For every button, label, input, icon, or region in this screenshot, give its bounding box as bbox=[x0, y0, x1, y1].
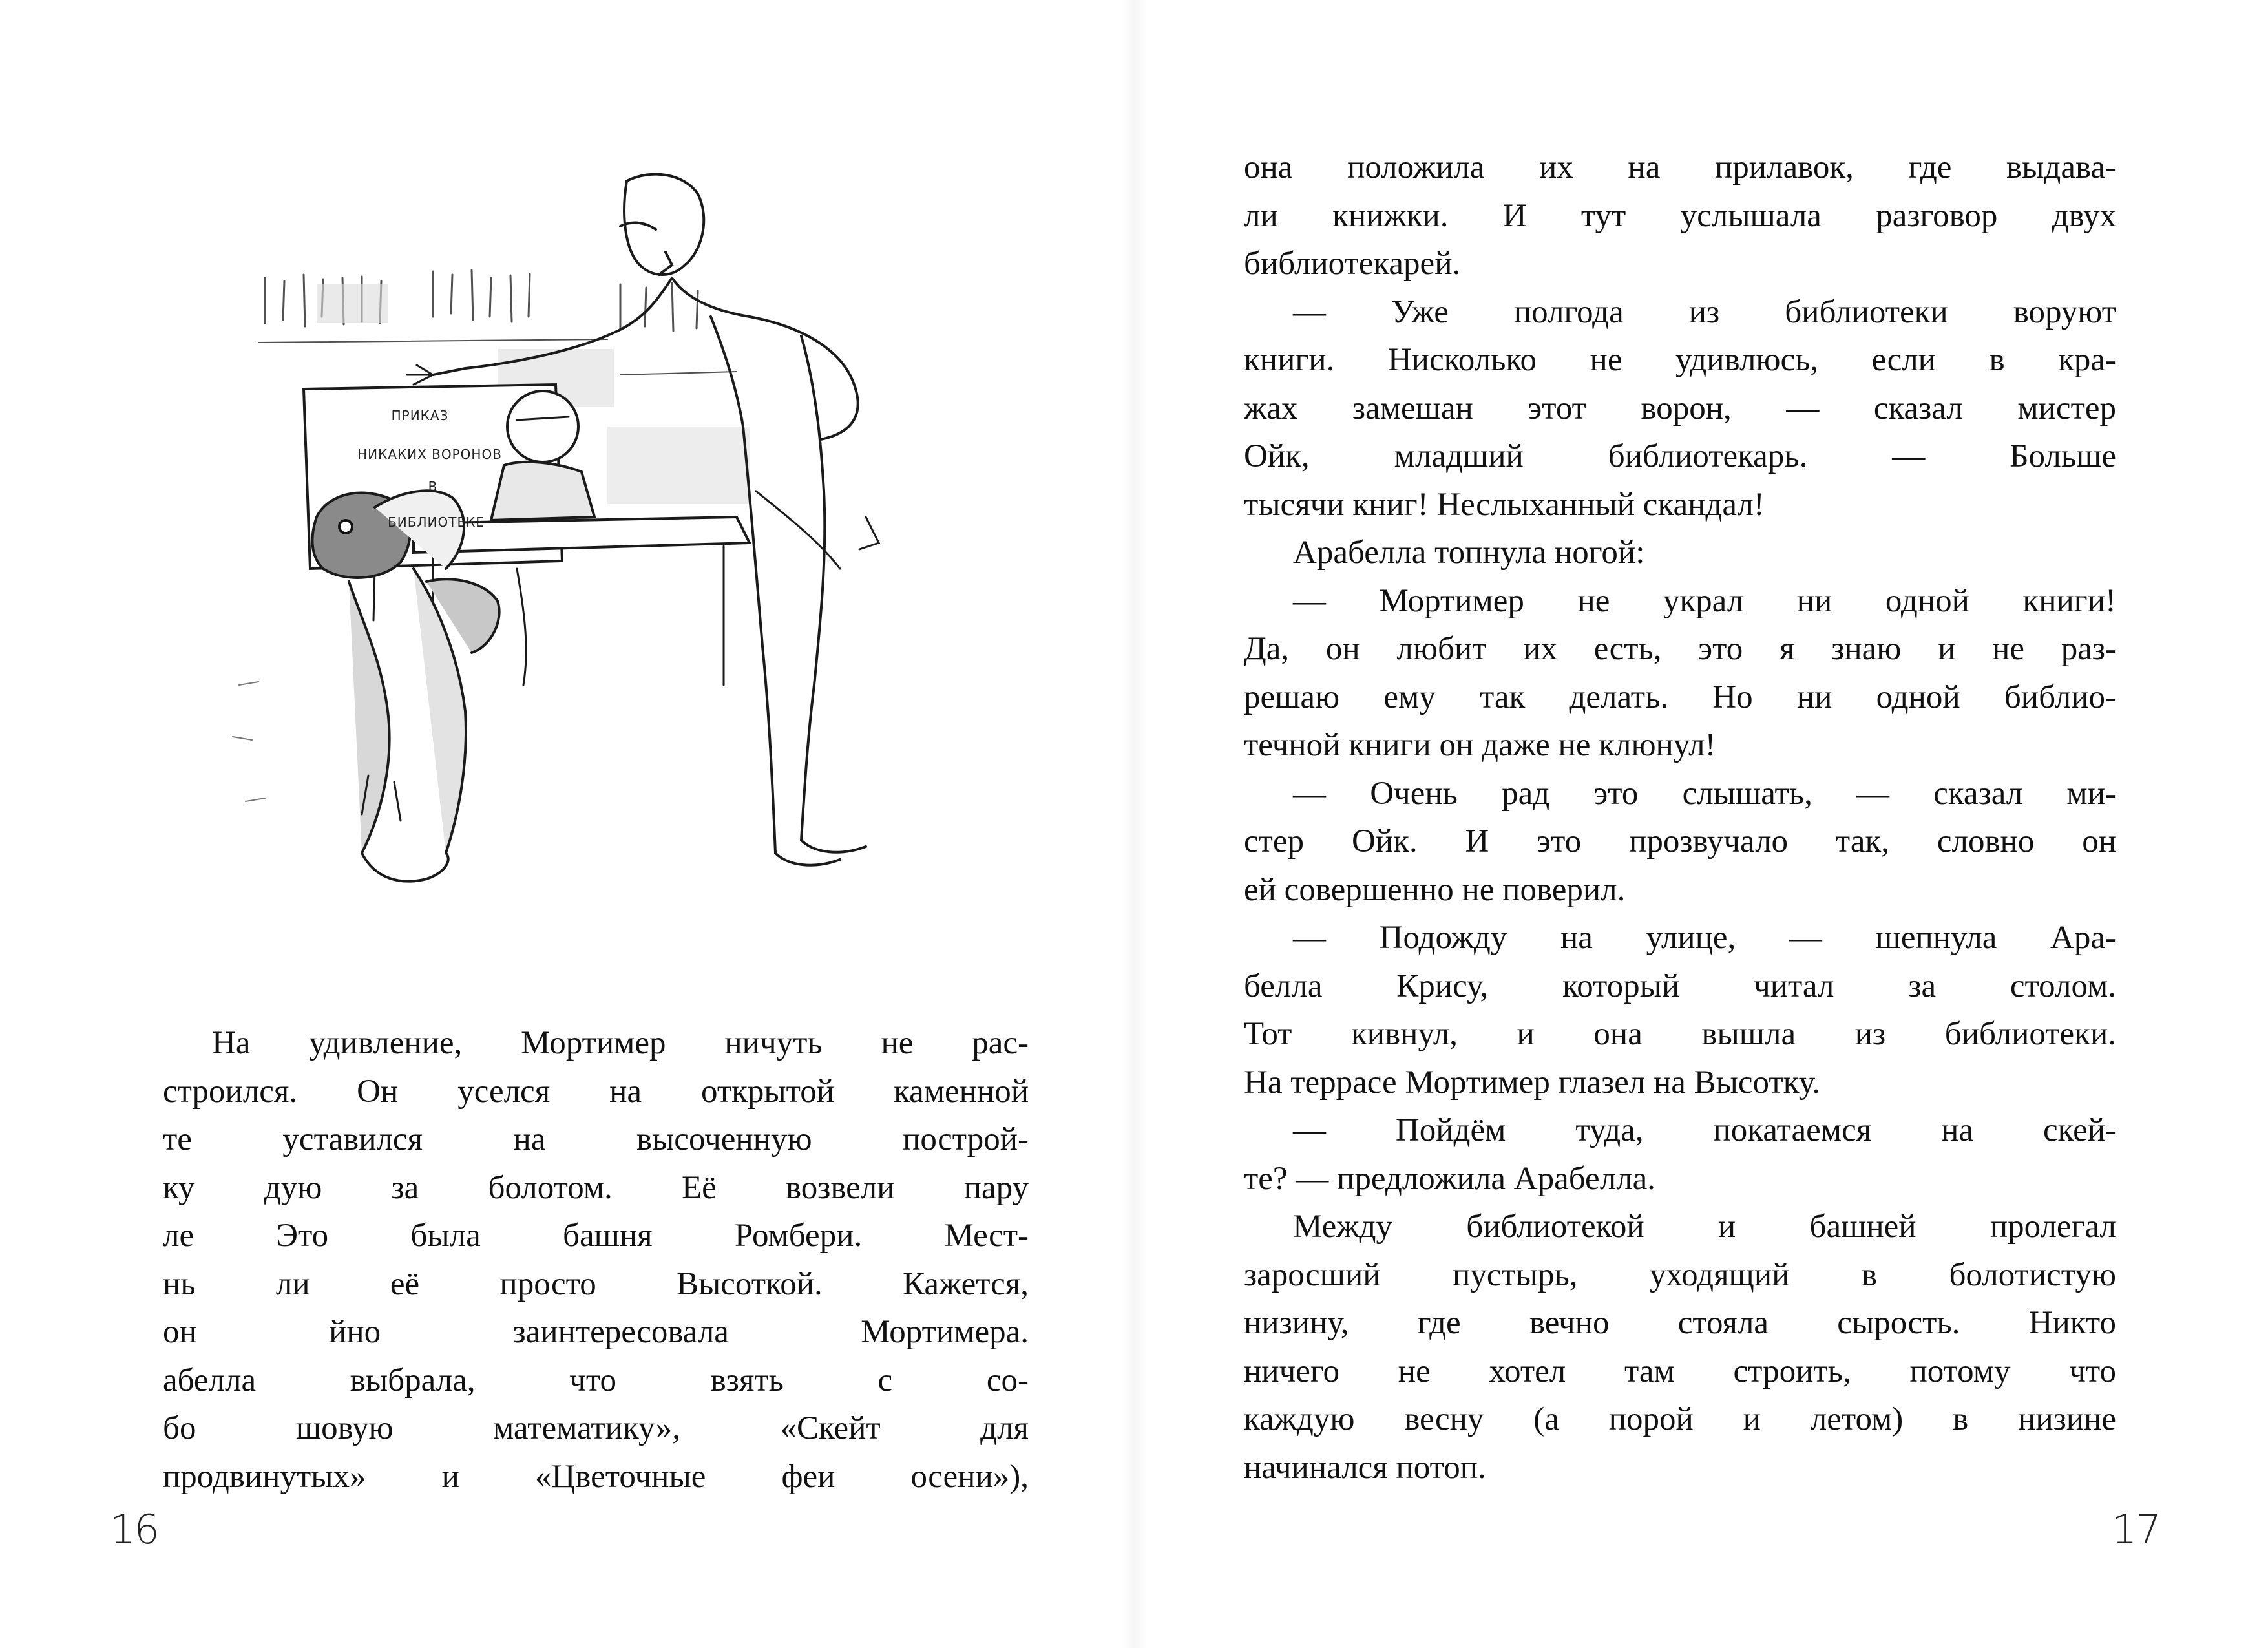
text-line: стер Ойк. И это прозвучало так, словно он bbox=[1244, 823, 2116, 860]
text-line: Между библиотекой и башней пролегал bbox=[1293, 1209, 2116, 1245]
text-line: ли книжки. И тут услышала разговор двух bbox=[1244, 197, 2116, 234]
text-line: она положила их на прилавок, где выдава- bbox=[1244, 149, 2116, 185]
sign-line-3: В bbox=[428, 479, 438, 494]
text-line: тысячи книг! Неслыханный скандал! bbox=[1244, 486, 1765, 523]
text-line: Арабелла топнула ногой: bbox=[1293, 534, 1645, 571]
text-line: продвинутых» и «Цветочные феи осени»), bbox=[163, 1458, 1029, 1495]
sign-line-1: ПРИКАЗ bbox=[391, 408, 449, 423]
text-line: он йно заинтересовала Мортимера. bbox=[163, 1314, 1029, 1350]
text-line: ей совершенно не поверил. bbox=[1244, 871, 1626, 908]
text-line: те? — предложила Арабелла. bbox=[1244, 1160, 1655, 1197]
text-line: заросший пустырь, уходящий в болотистую bbox=[1244, 1256, 2116, 1293]
text-line: Ойк, младший библиотекарь. — Больше bbox=[1244, 438, 2116, 474]
right-page-text bbox=[1244, 143, 2116, 1492]
text-line: начинался потоп. bbox=[1244, 1449, 1486, 1486]
sign-line-2: НИКАКИХ ВОРОНОВ bbox=[357, 447, 502, 462]
text-line: — Пойдём туда, покатаемся на скей- bbox=[1293, 1112, 2116, 1148]
text-line: ле Это была башня Ромбери. Мест- bbox=[163, 1218, 1029, 1254]
text-line: Да, он любит их есть, это я знаю и не раз- bbox=[1244, 631, 2116, 667]
text-line: — Мортимер не украл ни одной книги! bbox=[1293, 582, 2116, 619]
page-number-left: 16 bbox=[110, 1506, 158, 1553]
text-line: ку дую за болотом. Её возвели пару bbox=[163, 1169, 1029, 1206]
text-line: ничего не хотел там строить, потому что bbox=[1244, 1353, 2116, 1389]
text-line: строился. Он уселся на открытой каменной bbox=[163, 1073, 1029, 1110]
page-number-right: 17 bbox=[2112, 1506, 2160, 1553]
text-line: абелла выбрала, что взять с со- bbox=[163, 1362, 1029, 1399]
text-line: каждую весну (а порой и летом) в низине bbox=[1244, 1401, 2116, 1437]
text-line: те уставился на высоченную построй- bbox=[163, 1121, 1029, 1157]
text-line: течной книги он даже не клюнул! bbox=[1244, 727, 1716, 763]
text-line: — Уже полгода из библиотеки воруют bbox=[1293, 293, 2116, 330]
text-line: Тот кивнул, и она вышла из библиотеки. bbox=[1244, 1016, 2116, 1052]
text-line: книги. Нисколько не удивлюсь, если в кра- bbox=[1244, 342, 2116, 378]
librarian-illustration bbox=[220, 155, 982, 931]
text-line: — Очень рад это слышать, — сказал ми- bbox=[1293, 775, 2116, 812]
text-line: нь ли её просто Высоткой. Кажется, bbox=[163, 1265, 1029, 1302]
text-line: жах замешан этот ворон, — сказал мистер bbox=[1244, 390, 2116, 427]
sign-line-4: БИБЛИОТЕКЕ bbox=[388, 514, 485, 530]
text-line: решаю ему так делать. Но ни одной библио- bbox=[1244, 679, 2116, 715]
text-line: На удивление, Мортимер ничуть не рас- bbox=[212, 1025, 1029, 1061]
text-line: библиотекарей. bbox=[1244, 246, 1461, 282]
text-line: белла Крису, который читал за столом. bbox=[1244, 967, 2116, 1004]
left-page-text bbox=[163, 1019, 1029, 1501]
text-line: На террасе Мортимер глазел на Высотку. bbox=[1244, 1064, 1820, 1101]
text-line: — Подожду на улице, — шепнула Ара- bbox=[1293, 920, 2116, 956]
text-line: низину, где вечно стояла сырость. Никто bbox=[1244, 1305, 2116, 1341]
text-line: бо шовую математику», «Скейт для bbox=[163, 1410, 1029, 1446]
